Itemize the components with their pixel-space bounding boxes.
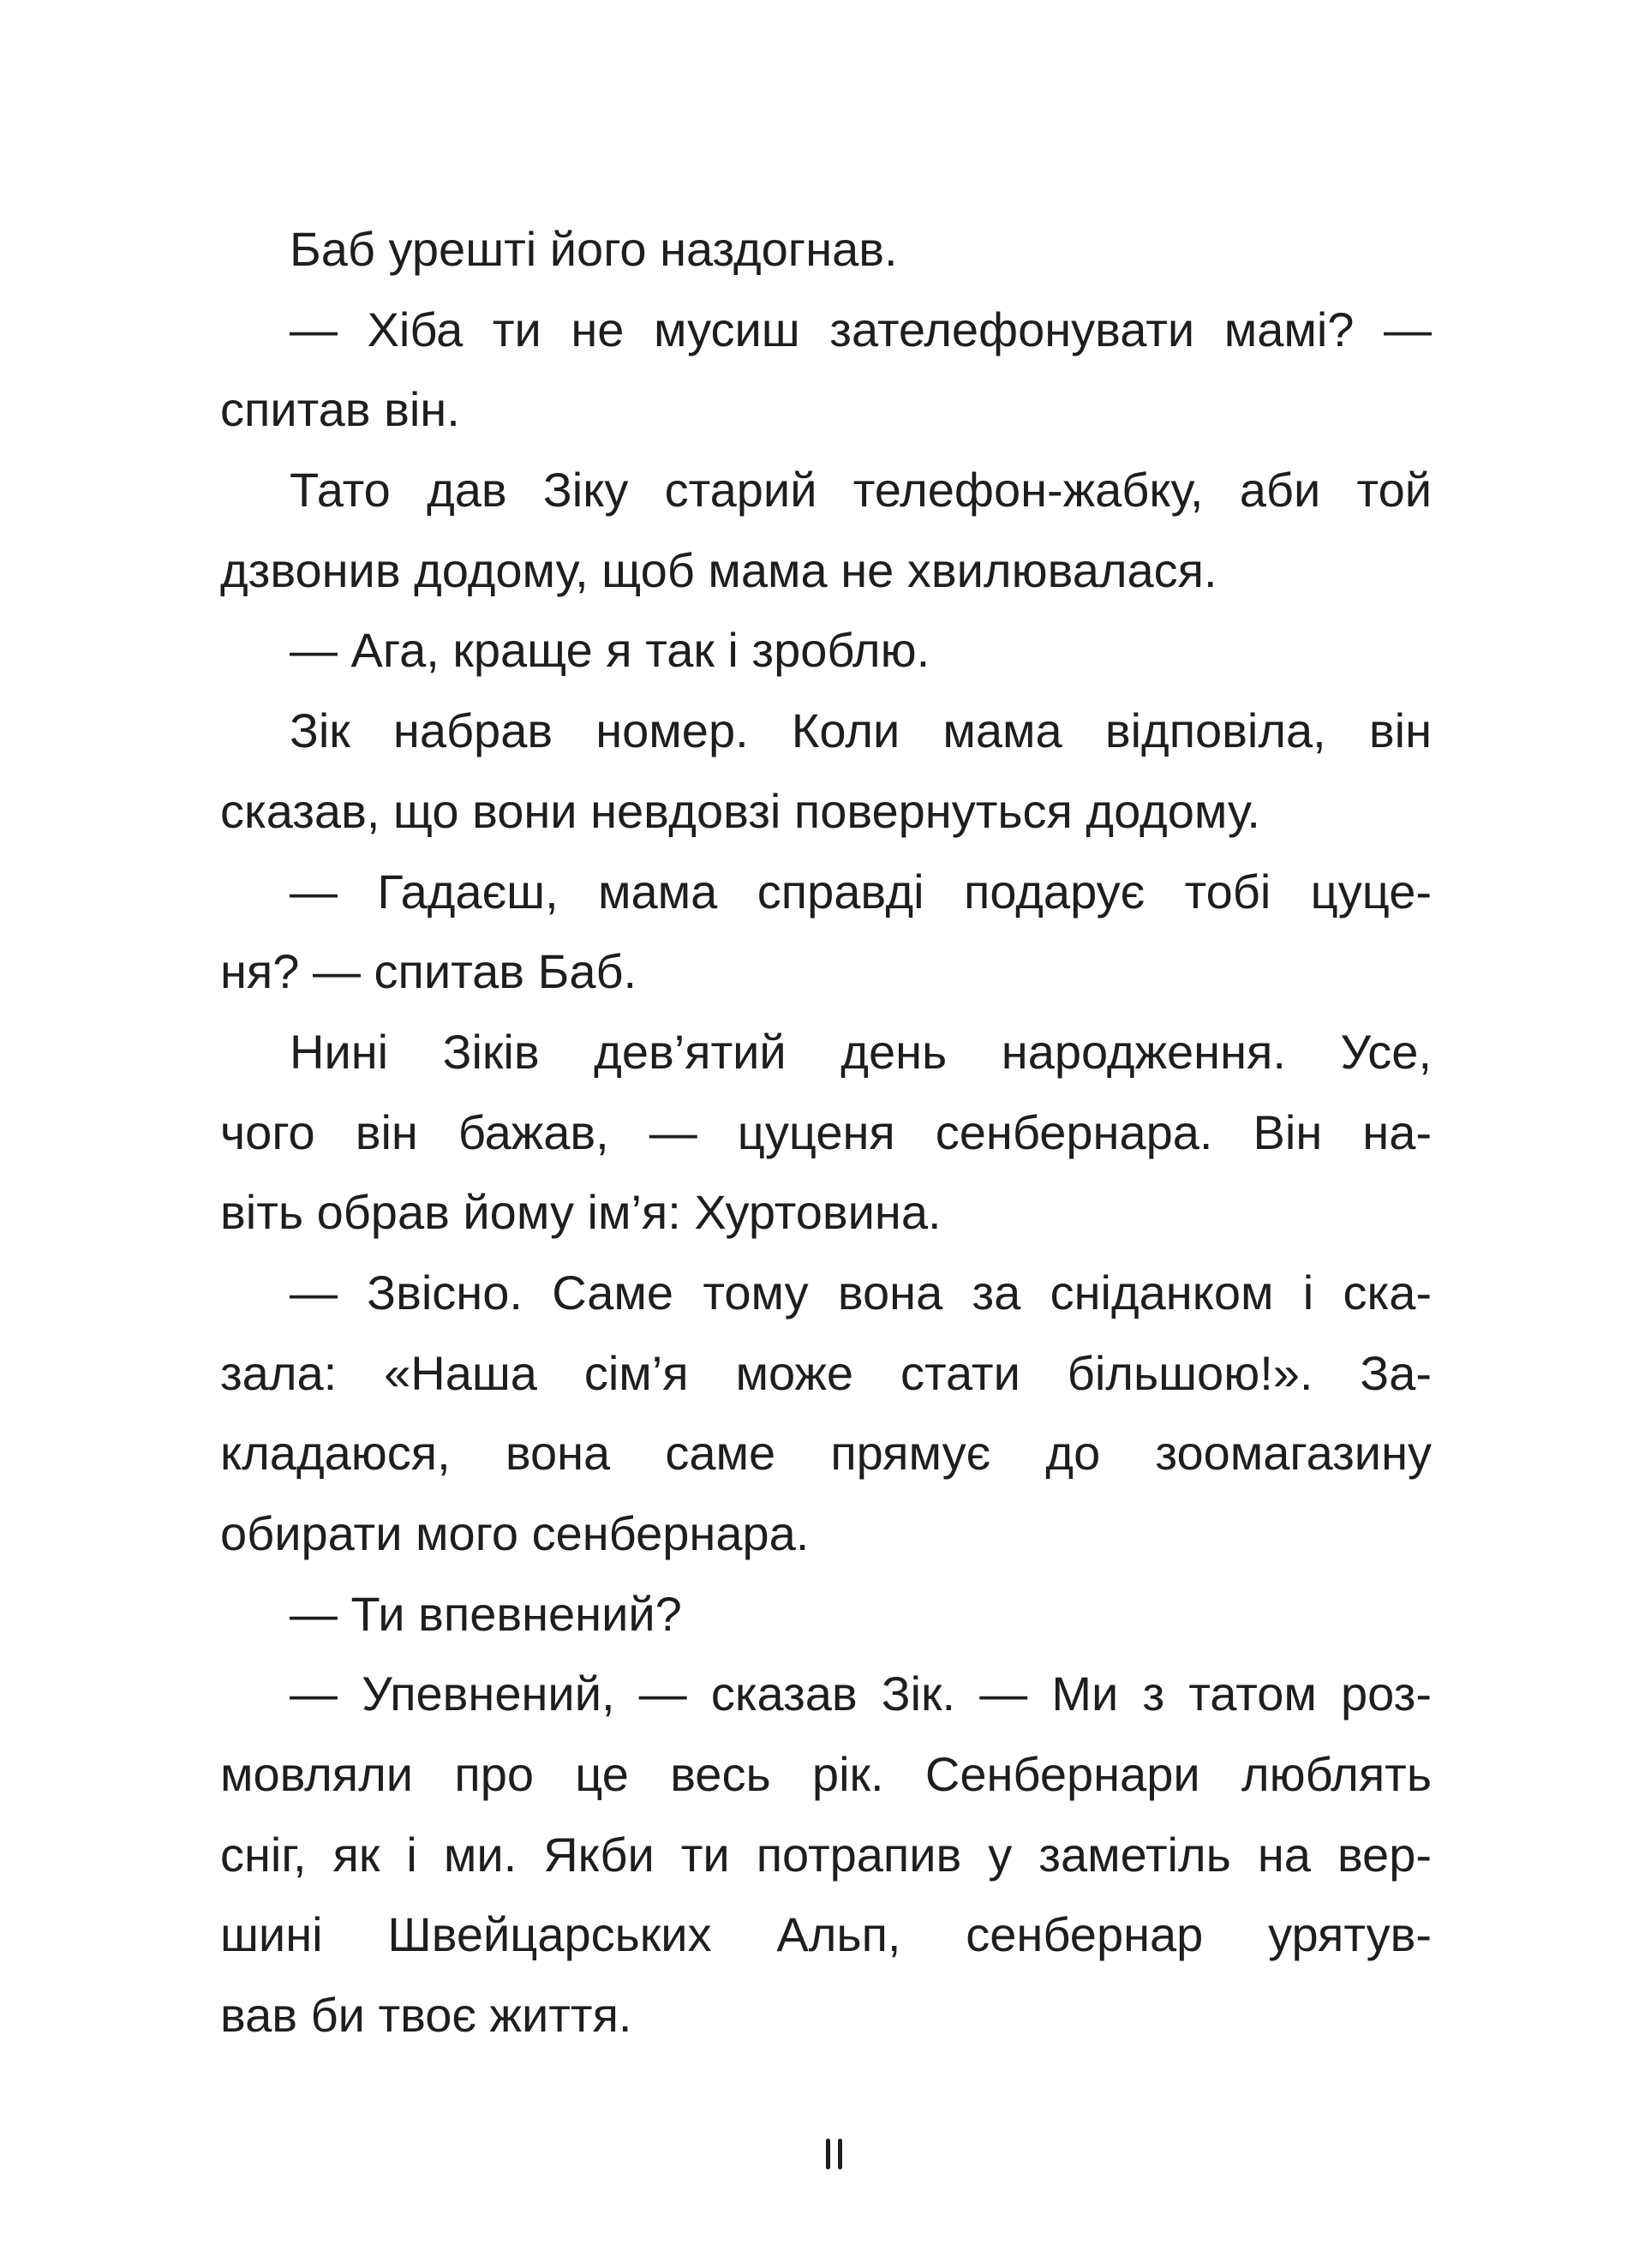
text-line: мовляли про це весь рік. Сенбернари люблять — [220, 1747, 1432, 1802]
text-line: — Звісно. Саме тому вона за сніданком і ска- — [290, 1265, 1432, 1320]
text-line: віть обрав йому ім’я: Хуртовина. — [220, 1185, 942, 1240]
text-line: вав би твоє життя. — [220, 1988, 632, 2043]
text-line: шині Швейцарських Альп, сенбернар урятув- — [220, 1907, 1432, 1962]
text-line: Нині Зіків дев’ятий день народження. Усе, — [290, 1024, 1432, 1079]
text-line: зала: «Наша сім’я може стати більшою!». За- — [220, 1345, 1432, 1400]
text-line: — Упевнений, — сказав Зік. — Ми з татом роз- — [290, 1667, 1432, 1721]
text-line: сніг, як і ми. Якби ти потрапив у заметіль на вер- — [220, 1827, 1432, 1882]
text-line: — Ага, краще я так і зроблю. — [290, 623, 930, 678]
text-line: Баб урешті його наздогнав. — [290, 222, 898, 276]
text-line: обирати мого сенбернара. — [220, 1506, 810, 1560]
body-text — [220, 209, 1432, 2056]
text-line: — Гадаєш, мама справді подарує тобі цуце- — [290, 864, 1432, 919]
text-line: — Ти впевнений? — [290, 1586, 682, 1641]
text-line: — Хіба ти не мусиш зателефонувати мамі? — — [290, 302, 1432, 356]
text-line: кладаюся, вона саме прямує до зоомагазину — [220, 1426, 1432, 1481]
text-line: ня? — спитав Баб. — [220, 944, 637, 999]
text-line: дзвонив додому, щоб мама не хвилювалася. — [220, 542, 1217, 597]
text-line: сказав, що вони невдовзі повернуться додому. — [220, 783, 1260, 838]
text-line: Тато дав Зіку старий телефон-жабку, аби той — [290, 463, 1432, 518]
text-line: чого він бажав, — цуценя сенбернара. Він на- — [220, 1104, 1432, 1159]
text-line: спитав він. — [220, 382, 460, 437]
text-line: Зік набрав номер. Коли мама відповіла, він — [290, 703, 1432, 758]
page-number — [823, 2139, 849, 2169]
